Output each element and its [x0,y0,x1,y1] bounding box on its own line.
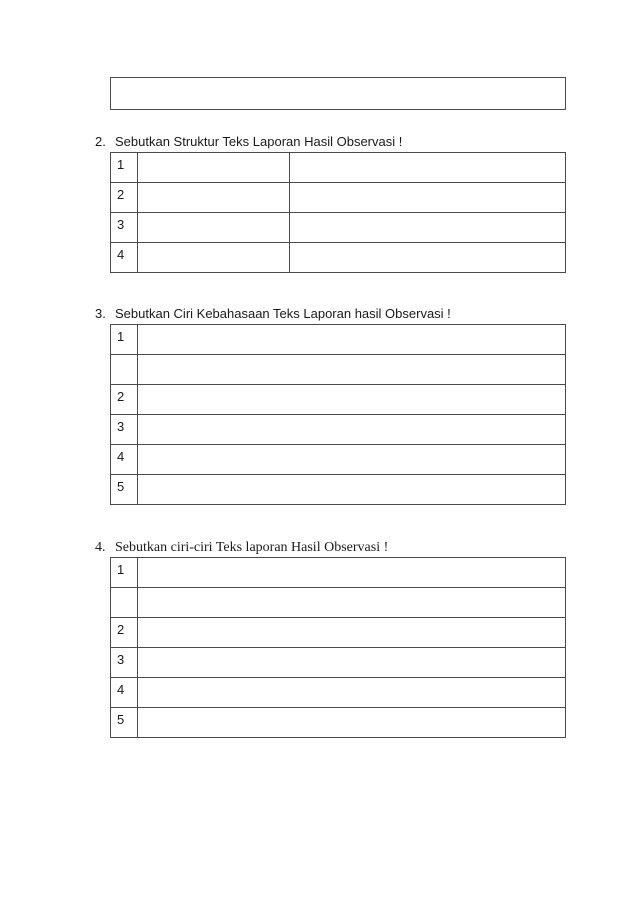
answer-cell[interactable] [138,243,290,273]
table-row [111,648,566,678]
table-row [111,243,566,273]
answer-cell[interactable] [138,325,566,355]
row-number: 2 [111,183,138,213]
question-4 [95,540,388,556]
answer-cell[interactable] [290,183,566,213]
answer-cell[interactable] [290,213,566,243]
answer-cell[interactable] [138,588,566,618]
answer-cell[interactable] [290,153,566,183]
answer-cell[interactable] [138,213,290,243]
answer-cell[interactable] [138,648,566,678]
answer-cell[interactable] [138,153,290,183]
row-number: 2 [111,385,138,415]
characteristics-table [110,557,566,738]
table-row [111,445,566,475]
question-number: 3. [95,306,106,321]
answer-cell[interactable] [138,415,566,445]
row-number: 3 [111,213,138,243]
table-row [111,588,566,618]
row-number: 1 [111,325,138,355]
answer-cell[interactable] [138,618,566,648]
answer-cell[interactable] [138,708,566,738]
question-text: Sebutkan Ciri Kebahasaan Teks Laporan hasil Observasi ! [115,306,451,321]
table-row [111,678,566,708]
answer-cell[interactable] [138,385,566,415]
table-row [111,325,566,355]
question-2 [95,134,402,150]
structure-answer-table [110,152,566,273]
language-features-table [110,324,566,505]
table-row [111,213,566,243]
row-number [111,588,138,618]
row-number: 1 [111,558,138,588]
answer-cell[interactable] [138,678,566,708]
table-row [111,183,566,213]
answer-cell[interactable] [138,445,566,475]
row-number: 3 [111,415,138,445]
question-text: Sebutkan ciri-ciri Teks laporan Hasil Observasi ! [115,540,389,555]
row-number: 3 [111,648,138,678]
row-number: 1 [111,153,138,183]
table-row [111,355,566,385]
row-number: 4 [111,445,138,475]
question-number: 4. [95,540,106,555]
question-text: Sebutkan Struktur Teks Laporan Hasil Observasi ! [115,134,403,149]
answer-cell[interactable] [138,183,290,213]
table-row [111,558,566,588]
row-number: 2 [111,618,138,648]
table-row [111,415,566,445]
table-row [111,618,566,648]
table-row [111,475,566,505]
question-number: 2. [95,134,106,149]
row-number: 5 [111,708,138,738]
answer-cell[interactable] [138,355,566,385]
table-row [111,708,566,738]
previous-answer-table [110,77,566,110]
question-3 [95,306,451,322]
table-row [111,78,566,110]
row-number: 4 [111,678,138,708]
table-row [111,385,566,415]
answer-cell[interactable] [138,475,566,505]
row-number: 5 [111,475,138,505]
answer-cell[interactable] [111,78,566,110]
table-row [111,153,566,183]
answer-cell[interactable] [290,243,566,273]
row-number: 4 [111,243,138,273]
answer-cell[interactable] [138,558,566,588]
row-number [111,355,138,385]
